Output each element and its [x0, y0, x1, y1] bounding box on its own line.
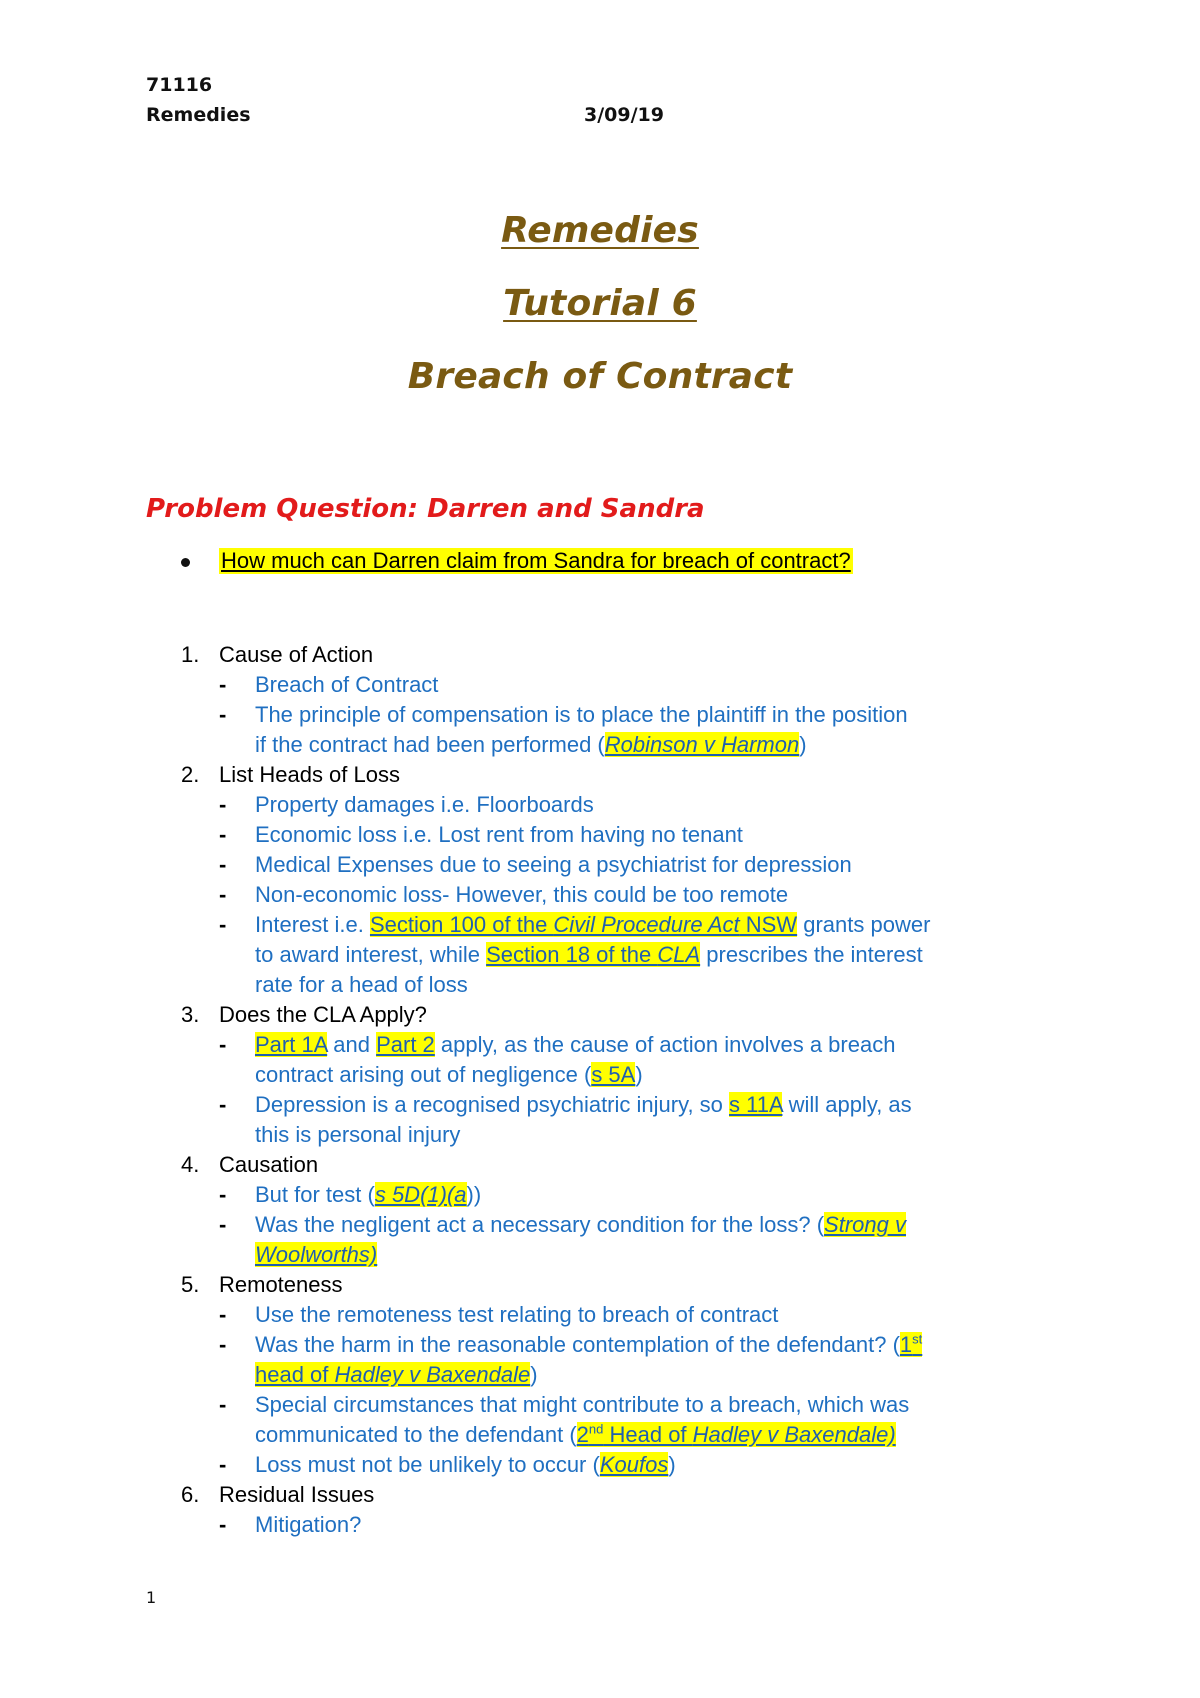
sub-item-continued [255, 1240, 377, 1270]
dash: - [219, 1302, 227, 1327]
statute-citation: Section 18 of the CLA [486, 942, 701, 967]
case-citation: Strong v [824, 1212, 906, 1237]
item-title: Does the CLA Apply? [219, 1002, 427, 1027]
sub-item: Property damages i.e. Floorboards [255, 792, 594, 817]
sub-item: Was the harm in the reasonable contemplation of the defendant? (1st [255, 1331, 923, 1357]
item-number: 4. [181, 1152, 200, 1177]
item-title: List Heads of Loss [219, 762, 400, 787]
sub-item: Depression is a recognised psychiatric injury, so s 11A will apply, as [255, 1092, 912, 1117]
statute-citation: s 11A [729, 1092, 783, 1117]
dash: - [219, 1392, 227, 1417]
sub-item-continued: contract arising out of negligence (s 5A) [255, 1062, 643, 1087]
item-number: 2. [181, 762, 200, 787]
sub-item: Part 1A and Part 2 apply, as the cause of action involves a breach [255, 1032, 896, 1057]
dash: - [219, 822, 227, 847]
dash: - [219, 1182, 227, 1207]
sub-item: Economic loss i.e. Lost rent from having no tenant [255, 822, 743, 847]
statute-citation: Part 1A [255, 1032, 328, 1057]
item-number: 6. [181, 1482, 200, 1507]
course-code: 71116 [146, 74, 213, 96]
item-number: 5. [181, 1272, 200, 1297]
item-number: 3. [181, 1002, 200, 1027]
dash: - [219, 672, 227, 697]
statute-citation: s 5A [591, 1062, 636, 1087]
sub-item: Use the remoteness test relating to breach of contract [255, 1302, 779, 1327]
dash: - [219, 912, 227, 937]
sub-item: Mitigation? [255, 1512, 362, 1537]
dash: - [219, 882, 227, 907]
statute-citation: s 5D(1)(a [374, 1182, 467, 1207]
sub-item-continued: head of Hadley v Baxendale) [255, 1362, 538, 1387]
sub-item: Special circumstances that might contribute to a breach, which was [255, 1392, 910, 1417]
dash: - [219, 1452, 227, 1477]
sub-item: Loss must not be unlikely to occur (Koufos) [255, 1452, 676, 1477]
dash: - [219, 1512, 227, 1537]
sub-item: But for test (s 5D(1)(a)) [255, 1182, 482, 1207]
title-breach: Breach of Contract [407, 356, 793, 397]
sub-item-continued: this is personal injury [255, 1122, 461, 1147]
sub-item: Interest i.e. Section 100 of the Civil Procedure Act NSW grants power [255, 912, 931, 937]
header-date: 3/09/19 [584, 104, 664, 126]
statute-citation: Part 2 [376, 1032, 435, 1057]
case-citation: head of Hadley v Baxendale [255, 1362, 531, 1387]
dash: - [219, 1332, 227, 1357]
sub-item: Non-economic loss- However, this could be too remote [255, 882, 789, 907]
bullet-dot [181, 558, 190, 567]
sub-item: Breach of Contract [255, 672, 439, 697]
sub-item: Was the negligent act a necessary condition for the loss? (Strong v [255, 1212, 906, 1237]
case-citation: 1st [899, 1331, 923, 1357]
dash: - [219, 702, 227, 727]
dash: - [219, 1092, 227, 1117]
sub-item-continued: rate for a head of loss [255, 972, 468, 997]
statute-citation: Section 100 of the Civil Procedure Act NSW [369, 912, 798, 937]
dash: - [219, 792, 227, 817]
item-title: Remoteness [219, 1272, 343, 1297]
dash: - [219, 852, 227, 877]
case-citation: 2nd Head of Hadley v Baxendale) [576, 1421, 896, 1447]
sub-item-continued: to award interest, while Section 18 of the CLA prescribes the interest [255, 942, 923, 967]
page-number: 1 [146, 1588, 157, 1607]
case-citation: Woolworths) [255, 1242, 378, 1267]
problem-heading: Problem Question: Darren and Sandra [146, 494, 705, 524]
item-title: Cause of Action [219, 642, 374, 667]
sub-item-continued: if the contract had been performed (Robinson v Harmon) [255, 732, 807, 757]
problem-question: How much can Darren claim from Sandra for breach of contract? [221, 548, 851, 573]
dash: - [219, 1032, 227, 1057]
dash: - [219, 1212, 227, 1237]
sub-item: The principle of compensation is to place the plaintiff in the position [255, 702, 908, 727]
case-citation: Koufos [599, 1452, 669, 1477]
case-citation: Robinson v Harmon [604, 732, 800, 757]
item-number: 1. [181, 642, 200, 667]
sub-item: Medical Expenses due to seeing a psychiatrist for depression [255, 852, 852, 877]
item-title: Residual Issues [219, 1482, 375, 1507]
title-tutorial: Tutorial 6 [503, 283, 697, 324]
course-subject: Remedies [146, 104, 251, 126]
item-title: Causation [219, 1152, 319, 1177]
sub-item-continued: communicated to the defendant (2nd Head of Hadley v Baxendale) [255, 1421, 896, 1447]
title-remedies: Remedies [501, 210, 699, 251]
